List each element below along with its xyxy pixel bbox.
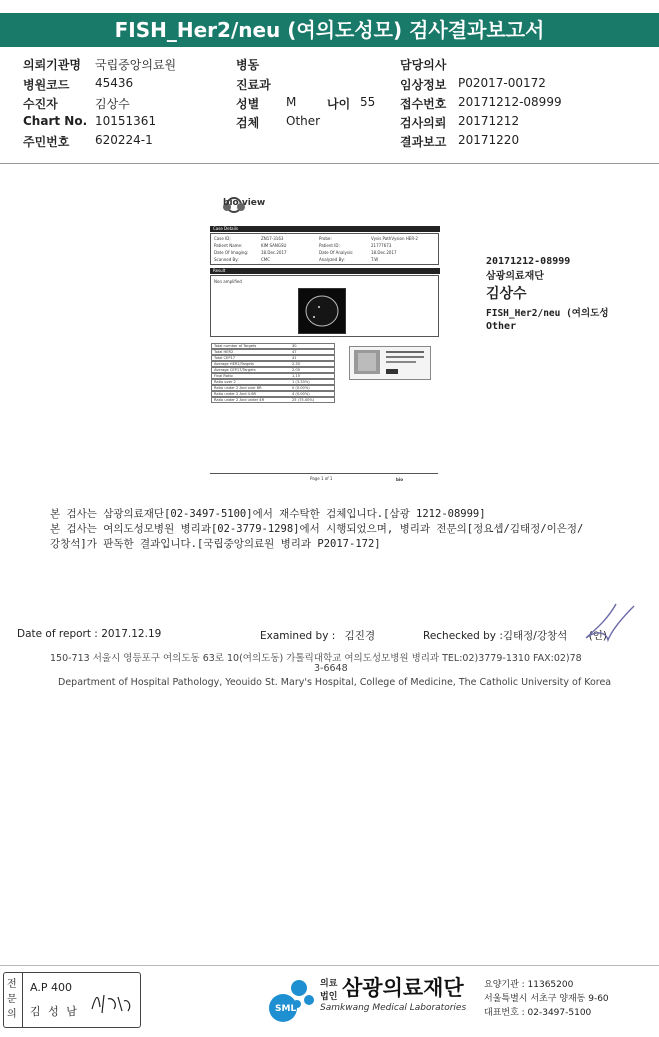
stamp-org: 삼광의료재단 xyxy=(486,271,544,282)
label-test-request: 검사의뢰 xyxy=(400,116,447,130)
stats-value: 2.05 xyxy=(292,368,301,372)
label-hospital-code: 병원코드 xyxy=(23,78,70,92)
embedded-report xyxy=(208,186,440,489)
embedded-page-text: Page 1 of 1 xyxy=(310,476,333,481)
address-line: 150-713 서울시 영등포구 여의도동 63로 10(여의도동) 가톨릭대학교 여의도성모병원 병리과 TEL:02)3779-1310 FAX:02)78 xyxy=(50,653,582,664)
case-detail-cell: 18.Dec.2017 xyxy=(261,250,287,255)
bioview-logo-text: bio view xyxy=(223,198,266,208)
value-hospital-code: 45436 xyxy=(95,76,134,90)
examined-by xyxy=(260,628,375,643)
label-ward: 병동 xyxy=(236,58,260,72)
nucleus-image-icon xyxy=(299,289,345,333)
contact-3: 대표번호 : 02-3497-5100 xyxy=(484,1008,592,1018)
label-receipt-no: 접수번호 xyxy=(400,97,447,111)
case-detail-cell: ZN17-3163 xyxy=(261,236,284,241)
value-clinical-info: P02017-00172 xyxy=(458,76,546,90)
label-clinical-info: 임상정보 xyxy=(400,78,447,92)
case-details-box xyxy=(210,233,439,265)
stats-value: 41 xyxy=(292,356,297,360)
value-receipt-no: 20171212-08999 xyxy=(458,95,562,109)
specialist-box xyxy=(3,972,141,1028)
contact-2: 서울특별시 서초구 양재동 9-60 xyxy=(484,994,609,1004)
label-patient: 수진자 xyxy=(23,97,58,111)
cell-image xyxy=(298,288,346,334)
result-box xyxy=(210,275,439,337)
stats-label: Average CEP17/Targets xyxy=(214,368,256,372)
value-requesting-institution: 국립중앙의료원 xyxy=(95,58,177,72)
stats-label: Total CEP17 xyxy=(214,356,236,360)
result-text: Non amplified xyxy=(214,279,242,284)
hospital-address xyxy=(50,650,582,664)
case-detail-cell: Analyzed By: xyxy=(319,257,345,262)
rechecked-value: 김태정/강창석 xyxy=(502,630,568,642)
histogram-icon xyxy=(350,347,430,379)
org-english: Samkwang Medical Laboratories xyxy=(320,1003,467,1013)
note-line-3: 강창석]가 판독한 결과입니다.[국립중앙의료원 병리과 P2017-172] xyxy=(50,538,381,550)
stats-label: Ratio under 2 And 4-6R xyxy=(214,392,256,396)
stats-label: Ratio under 2 And over 6R xyxy=(214,386,262,390)
case-detail-cell: Case ID: xyxy=(214,236,231,241)
case-detail-cell: T.W xyxy=(371,257,379,262)
stats-label: Final Ratio xyxy=(214,374,233,378)
histogram-image xyxy=(349,346,431,380)
stats-value: 0 (0.00%) xyxy=(292,386,310,390)
embedded-footer-line xyxy=(210,473,438,474)
stats-row xyxy=(211,397,335,403)
result-header: Result xyxy=(210,268,440,274)
contact-1: 요양기관 : 11365200 xyxy=(484,980,574,990)
department-line: Department of Hospital Pathology, Yeouido St. Mary's Hospital, College of Medicine, The Catholic University of Korea xyxy=(58,677,612,688)
stats-label: Average HER2/Targets xyxy=(214,362,254,366)
org-small1: 의료 xyxy=(320,979,338,989)
stats-value: 1.15 xyxy=(292,374,301,378)
label-chart-no: Chart No. xyxy=(23,114,88,128)
case-detail-cell: 18.Dec.2017 xyxy=(371,250,397,255)
report-date-value: 2017.12.19 xyxy=(101,628,162,640)
value-chart-no: 10151361 xyxy=(95,114,157,128)
stats-value: 25 (75.00%) xyxy=(292,398,315,402)
stats-label: Total number of Targets xyxy=(214,344,257,348)
stats-label: Total HER2 xyxy=(214,350,234,354)
case-details-header: Case Details xyxy=(210,226,440,232)
stats-value: 2.35 xyxy=(292,362,301,366)
stamp-patient: 김상수 xyxy=(486,286,527,302)
pathologist-signature-icon xyxy=(578,602,638,646)
header-divider xyxy=(0,163,659,164)
sml-logo-icon xyxy=(267,974,317,1024)
value-specimen: Other xyxy=(286,114,321,128)
org-small2: 법인 xyxy=(320,992,338,1002)
case-detail-cell: 21777673 xyxy=(371,243,392,248)
label-result-report: 결과보고 xyxy=(400,135,447,149)
seal-text: (인) xyxy=(588,630,607,642)
value-resident-no: 620224-1 xyxy=(95,133,153,147)
stamp-specimen: Other xyxy=(486,321,517,332)
hospital-address-2: 3-6648 xyxy=(314,663,348,674)
report-title: FISH_Her2/neu (여의도성모) 검사결과보고서 xyxy=(0,13,659,47)
org-name: 삼광의료재단 xyxy=(342,976,464,1000)
examined-value: 김진경 xyxy=(344,630,376,642)
stats-label: Ratio under 2 And under 4R xyxy=(214,398,265,402)
stats-value: 4 (0.00%) xyxy=(292,392,310,396)
bioview-logo xyxy=(214,190,294,216)
doctor-name: 김 성 남 xyxy=(30,1005,79,1018)
stats-value: 30 xyxy=(292,344,297,348)
note-line-1: 본 검사는 삼광의료재단[02-3497-5100]에서 재수탁한 검체입니다.[삼광 1212-08999] xyxy=(50,508,486,520)
value-test-request: 20171212 xyxy=(458,114,520,128)
stats-value: 47 xyxy=(292,350,297,354)
case-detail-cell: Patient ID: xyxy=(319,243,340,248)
label-sex: 성별 xyxy=(236,97,260,111)
label-age: 나이 xyxy=(327,97,351,111)
embedded-small-logo: bio xyxy=(396,477,403,482)
case-detail-cell: Date Of Imaging: xyxy=(214,250,249,255)
value-patient: 김상수 xyxy=(95,97,130,111)
report-date-label: Date of report : xyxy=(17,628,98,640)
case-detail-cell: Scanned By: xyxy=(214,257,239,262)
label-department: 진료과 xyxy=(236,78,271,92)
doctor-signature-icon xyxy=(88,987,136,1017)
case-detail-cell: Probe: xyxy=(319,236,332,241)
examined-label: Examined by : xyxy=(260,630,336,642)
ap-code: A.P 400 xyxy=(30,981,72,994)
case-detail-cell: CMC xyxy=(261,257,271,262)
value-age: 55 xyxy=(360,95,376,109)
stamp-test: FISH_Her2/neu (여의도성 xyxy=(486,308,609,319)
case-detail-cell: KIM SANGSU xyxy=(261,243,287,248)
stamp-receipt-no: 20171212-08999 xyxy=(486,256,571,267)
receipt-stamp xyxy=(486,256,656,332)
rechecked-label: Rechecked by : xyxy=(423,630,503,642)
label-requesting-institution: 의뢰기관명 xyxy=(23,58,81,72)
specialist-label: 전문의 xyxy=(7,979,17,1020)
label-specimen: 검체 xyxy=(236,116,260,130)
label-resident-no: 주민번호 xyxy=(23,135,70,149)
value-sex: M xyxy=(286,95,297,109)
value-result-report: 20171220 xyxy=(458,133,520,147)
stats-value: 1 (3.33%) xyxy=(292,380,310,384)
case-detail-cell: Patient Name: xyxy=(214,243,243,248)
sml-logo-text: SML xyxy=(275,1004,297,1014)
stats-label: Ratio over 2 xyxy=(214,380,236,384)
case-detail-cell: Vysis PathVysion HER-2 xyxy=(371,236,418,241)
report-date xyxy=(17,628,161,640)
label-attending-doctor: 담당의사 xyxy=(400,58,447,72)
case-detail-cell: Date Of Analysis: xyxy=(319,250,354,255)
bottom-divider xyxy=(0,965,659,966)
note-line-2: 본 검사는 여의도성모병원 병리과[02-3779-1298]에서 시행되었으며, 병리과 전문의[정요셉/김태정/이은정/ xyxy=(50,523,584,535)
